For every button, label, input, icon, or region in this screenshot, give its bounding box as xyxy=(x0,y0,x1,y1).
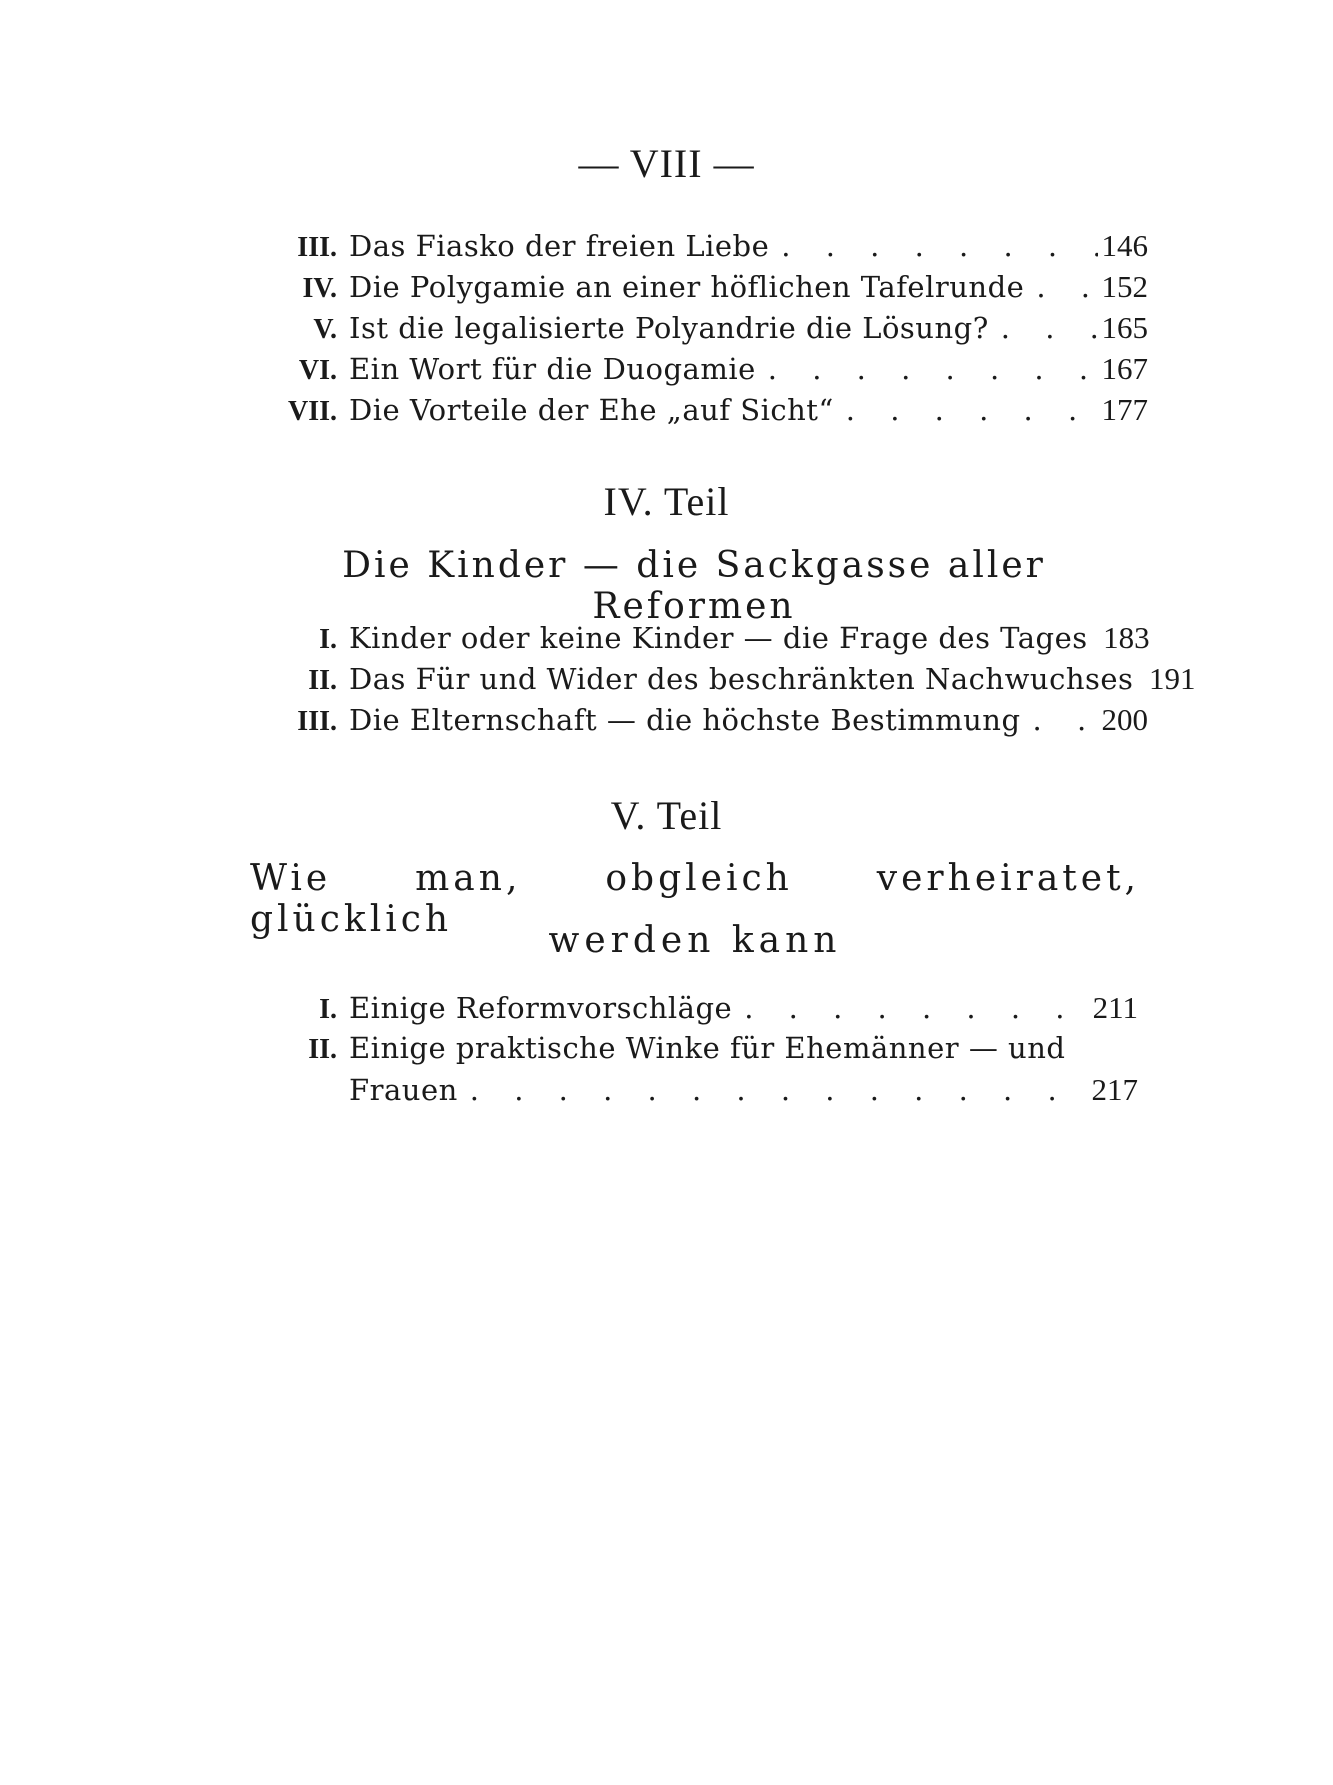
entry-number: I. xyxy=(319,994,337,1025)
page-number: — VIII — xyxy=(578,141,755,186)
entry-page: 191 xyxy=(1148,661,1196,696)
entry-title: Kinder oder keine Kinder — die Frage des Tages xyxy=(349,621,1088,655)
toc-entry xyxy=(240,310,1148,351)
entry-number: I. xyxy=(319,624,337,655)
entry-number: II. xyxy=(308,1034,337,1065)
toc-section-part-iv xyxy=(240,620,1196,743)
part-v-title-line-2: werden kann xyxy=(548,920,842,961)
entry-page: 183 xyxy=(1103,620,1150,655)
entry-number: II. xyxy=(308,665,337,696)
entry-title: Das Fiasko der freien Liebe xyxy=(349,229,770,263)
leader-dots xyxy=(1021,703,1098,737)
part-v-title-line-1: Wie man, obgleich verheiratet, glücklich xyxy=(250,858,1140,940)
toc-entry xyxy=(240,620,1148,661)
entry-page: 165 xyxy=(1101,310,1148,345)
leader-dots xyxy=(458,1073,1088,1107)
toc-entry xyxy=(240,702,1148,743)
toc-entry xyxy=(240,351,1148,392)
entry-title: Ist die legalisierte Polyandrie die Lösung? xyxy=(349,311,989,345)
leader-dots xyxy=(769,229,1098,263)
entry-page: 152 xyxy=(1101,269,1148,304)
toc-section-part-iii xyxy=(240,228,1148,433)
leader-dots xyxy=(1133,662,1145,696)
leader-dots xyxy=(732,991,1088,1025)
entry-number: III. xyxy=(297,706,337,737)
toc-entry-continuation xyxy=(240,1072,1138,1113)
entry-title-continuation: Frauen xyxy=(349,1073,458,1107)
toc-section-part-v xyxy=(240,990,1138,1113)
entry-page: 217 xyxy=(1091,1072,1138,1107)
leader-dots xyxy=(989,311,1098,345)
leader-dots xyxy=(834,393,1098,427)
entry-title: Die Elternschaft — die höchste Bestimmung xyxy=(349,703,1021,737)
toc-entry xyxy=(240,392,1148,433)
entry-page: 146 xyxy=(1101,228,1148,263)
entry-number: VI. xyxy=(298,355,337,386)
entry-page: 200 xyxy=(1101,702,1148,737)
entry-number: VII. xyxy=(287,396,337,427)
entry-page: 177 xyxy=(1101,392,1148,427)
entry-title: Die Polygamie an einer höflichen Tafelrunde xyxy=(349,270,1025,304)
entry-number: IV. xyxy=(302,273,337,304)
toc-entry xyxy=(240,1031,1138,1072)
toc-entry xyxy=(240,990,1138,1031)
part-v-heading: V. Teil xyxy=(610,793,723,838)
toc-entry xyxy=(240,269,1148,310)
entry-title: Einige praktische Winke für Ehemänner — und xyxy=(349,1031,1066,1065)
leader-dots xyxy=(1088,621,1100,655)
entry-title: Einige Reformvorschläge xyxy=(349,991,733,1025)
leader-dots xyxy=(756,352,1098,386)
part-iv-heading: IV. Teil xyxy=(603,479,730,524)
entry-title: Ein Wort für die Duogamie xyxy=(349,352,756,386)
entry-number: V. xyxy=(313,314,337,345)
entry-number: III. xyxy=(297,232,337,263)
toc-entry xyxy=(240,661,1196,702)
part-iv-title: Die Kinder — die Sackgasse aller Reformen xyxy=(342,545,1046,627)
entry-title: Das Für und Wider des beschränkten Nachwuchses xyxy=(349,662,1134,696)
entry-page: 211 xyxy=(1092,990,1138,1025)
entry-page: 167 xyxy=(1101,351,1148,386)
entry-title: Die Vorteile der Ehe „auf Sicht“ xyxy=(349,393,834,427)
toc-entry xyxy=(240,228,1148,269)
leader-dots xyxy=(1024,270,1098,304)
